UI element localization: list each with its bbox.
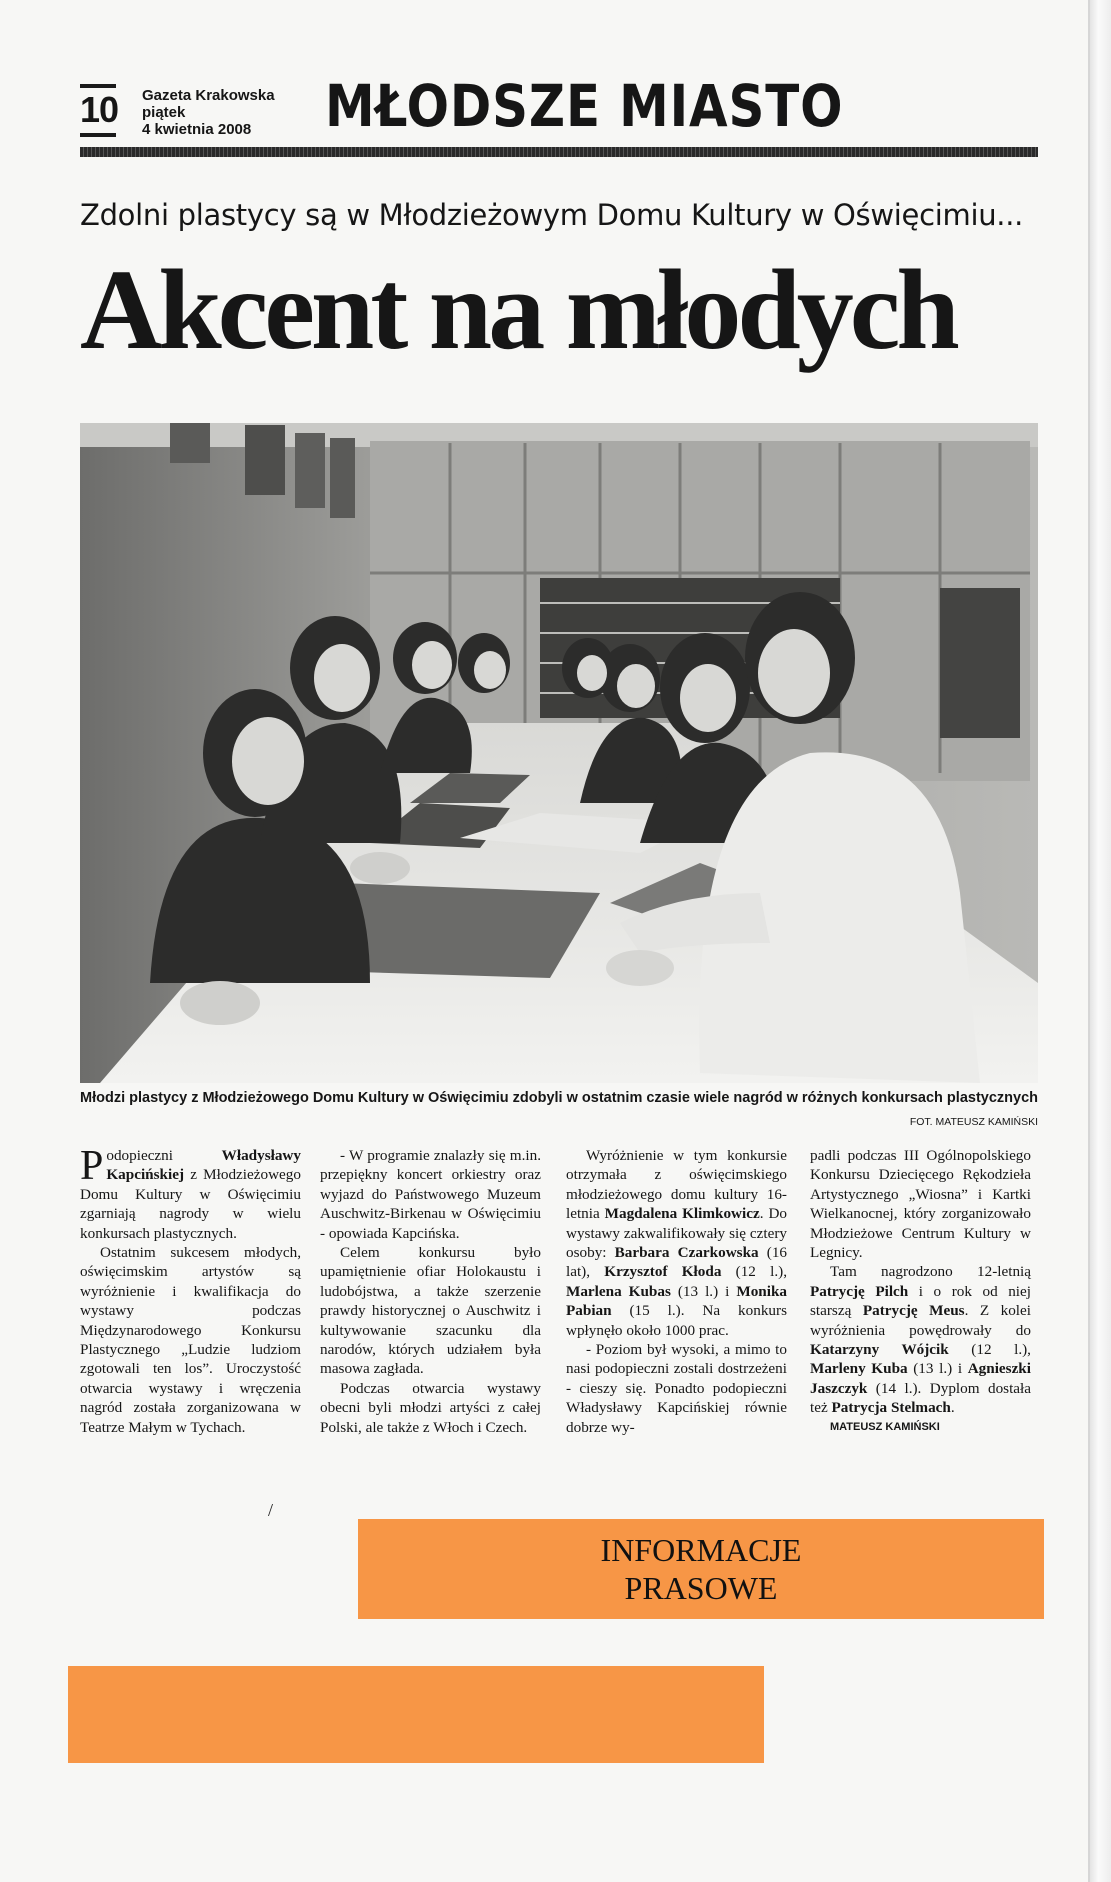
person-name: Marlena Kubas (566, 1282, 671, 1300)
person-name: Patrycja Stelmach (831, 1399, 951, 1417)
press-info-line-2: PRASOWE (624, 1570, 778, 1606)
paragraph (810, 1262, 1031, 1417)
publication-info (142, 87, 275, 138)
article-column-1 (80, 1143, 301, 1437)
masthead-rule (80, 147, 1038, 157)
photo-credit: FOT. MATEUSZ KAMIŃSKI (909, 1116, 1038, 1128)
page-edge (1090, 0, 1111, 1882)
person-name: Katarzyny Wójcik (810, 1341, 949, 1359)
text-run: (14 l.). Dyplom dostała też (810, 1379, 1031, 1417)
paragraph: padli podczas III Ogólnopolskiego Konkursu Dziecięcego Rękodzieła Artystycznego „Wiosna” i Kartki Wielkanocnej, który zorganizowało Młodzieżowe Centrum Kultury w Legnicy. (810, 1147, 1031, 1262)
publication-weekday: piątek (142, 104, 186, 121)
article-headline: Akcent na młodych (80, 246, 956, 373)
person-name: Magdalena Klimkowicz (604, 1205, 760, 1223)
person-name: Agnieszki Jaszczyk (810, 1360, 1031, 1397)
person-name: Władysławy Kapcińskiej (106, 1147, 301, 1184)
text-run: (13 l.) i (670, 1282, 737, 1300)
classroom-photo (80, 423, 1038, 1083)
orange-block (68, 1666, 764, 1763)
paragraph (80, 1143, 301, 1243)
text-run: Wyróżnienie w tym konkursie otrzymała z oświęcimskiego młodzieżowego domu kultury 16-letnia (566, 1147, 787, 1223)
paragraph: Celem konkursu było upamiętnienie ofiar Holokaustu i ludobójstwa, a także szerzenie prawdy historycznej o Auschwitz i kultywowanie szacunku dla narodów, których udziałem była masowa zagłada. (320, 1244, 541, 1378)
text-run: (12 l.), (721, 1263, 787, 1281)
article-kicker: Zdolni plastycy są w Młodzieżowym Domu Kultury w Oświęcimiu... (80, 198, 1024, 232)
person-name: Patrycję Pilch (810, 1282, 909, 1300)
paragraph: - Poziom był wysoki, a mimo to nasi podopieczni zostali dostrzeżeni - cieszy się. Ponadto podopieczni Władysławy Kapcińskiej równie dobrze wy- (566, 1341, 787, 1436)
section-title: MŁODSZE MIASTO (325, 72, 844, 140)
scan-mark: / (268, 1500, 274, 1520)
text-run: i o rok od niej starszą (810, 1282, 1031, 1320)
article-column-3 (566, 1146, 787, 1437)
person-name: Monika Pabian (566, 1282, 787, 1320)
person-name: Krzysztof Kłoda (604, 1263, 722, 1281)
text-run: . Do wystawy zakwalifikowały się cztery osoby: (566, 1205, 787, 1262)
person-name: Patrycję Meus (862, 1302, 965, 1320)
text-run: Tam nagrodzono 12-letnią (830, 1263, 1031, 1281)
text-run: (12 l.), (948, 1341, 1031, 1359)
text-run: (16 lat), (566, 1244, 788, 1281)
person-name: Marleny Kuba (810, 1360, 908, 1378)
text-run: . Z kolei wyróżnienia powędrowały do (810, 1302, 1031, 1339)
page-number-bar-bottom (80, 133, 116, 137)
paragraph: Podczas otwarcia wystawy obecni byli młodzi artyści z całej Polski, ale także z Włoch i Czech. (320, 1379, 541, 1436)
text-run: . (950, 1399, 955, 1417)
page-number: 10 (80, 89, 119, 130)
publication-date: 4 kwietnia 2008 (142, 121, 252, 138)
paragraph (566, 1146, 787, 1340)
press-info-line-1: INFORMACJE (600, 1532, 802, 1568)
article-column-2 (320, 1146, 541, 1437)
author-signature: MATEUSZ KAMIŃSKI (830, 1420, 940, 1433)
publication-name: Gazeta Krakowska (142, 87, 275, 104)
paragraph: Ostatnim sukcesem młodych, oświęcimskim artystów są wyróżnienie i kwalifikacja do wystawy podczas Międzynarodowego Konkursu Plastycznego „Ludzie ludziom zgotowali ten los”. Uroczystość otwarcia wystawy i wręczenia nagród została zorganizowana w Teatrze Małym w Tychach. (80, 1244, 301, 1436)
text-run: z Młodzieżowego Domu Kultury w Oświęcimiu zgarniają nagrody w wielu konkursach plastycznych. (80, 1166, 301, 1242)
press-info-label (358, 1519, 1044, 1619)
text-run: (13 l.) i (907, 1360, 968, 1378)
drop-cap: P (80, 1143, 104, 1189)
text-run: (15 l.). Na konkurs wpłynęło około 1000 prac. (566, 1302, 787, 1339)
photo-caption: Młodzi plastycy z Młodzieżowego Domu Kultury w Oświęcimiu zdobyli w ostatnim czasie wiele nagród w różnych konkursach plastycznych (80, 1090, 1038, 1106)
person-name: Barbara Czarkowska (614, 1244, 759, 1262)
article-column-4 (810, 1146, 1031, 1437)
page-number-bar-top (80, 84, 116, 88)
text-run: odopieczni (106, 1147, 222, 1164)
paragraph: - W programie znalazły się m.in. przepiękny koncert orkiestry oraz wyjazd do Państwowego Muzeum Auschwitz-Birkenau w Oświęcimiu - opowiada Kapcińska. (320, 1147, 541, 1242)
article-photo (80, 423, 1038, 1083)
